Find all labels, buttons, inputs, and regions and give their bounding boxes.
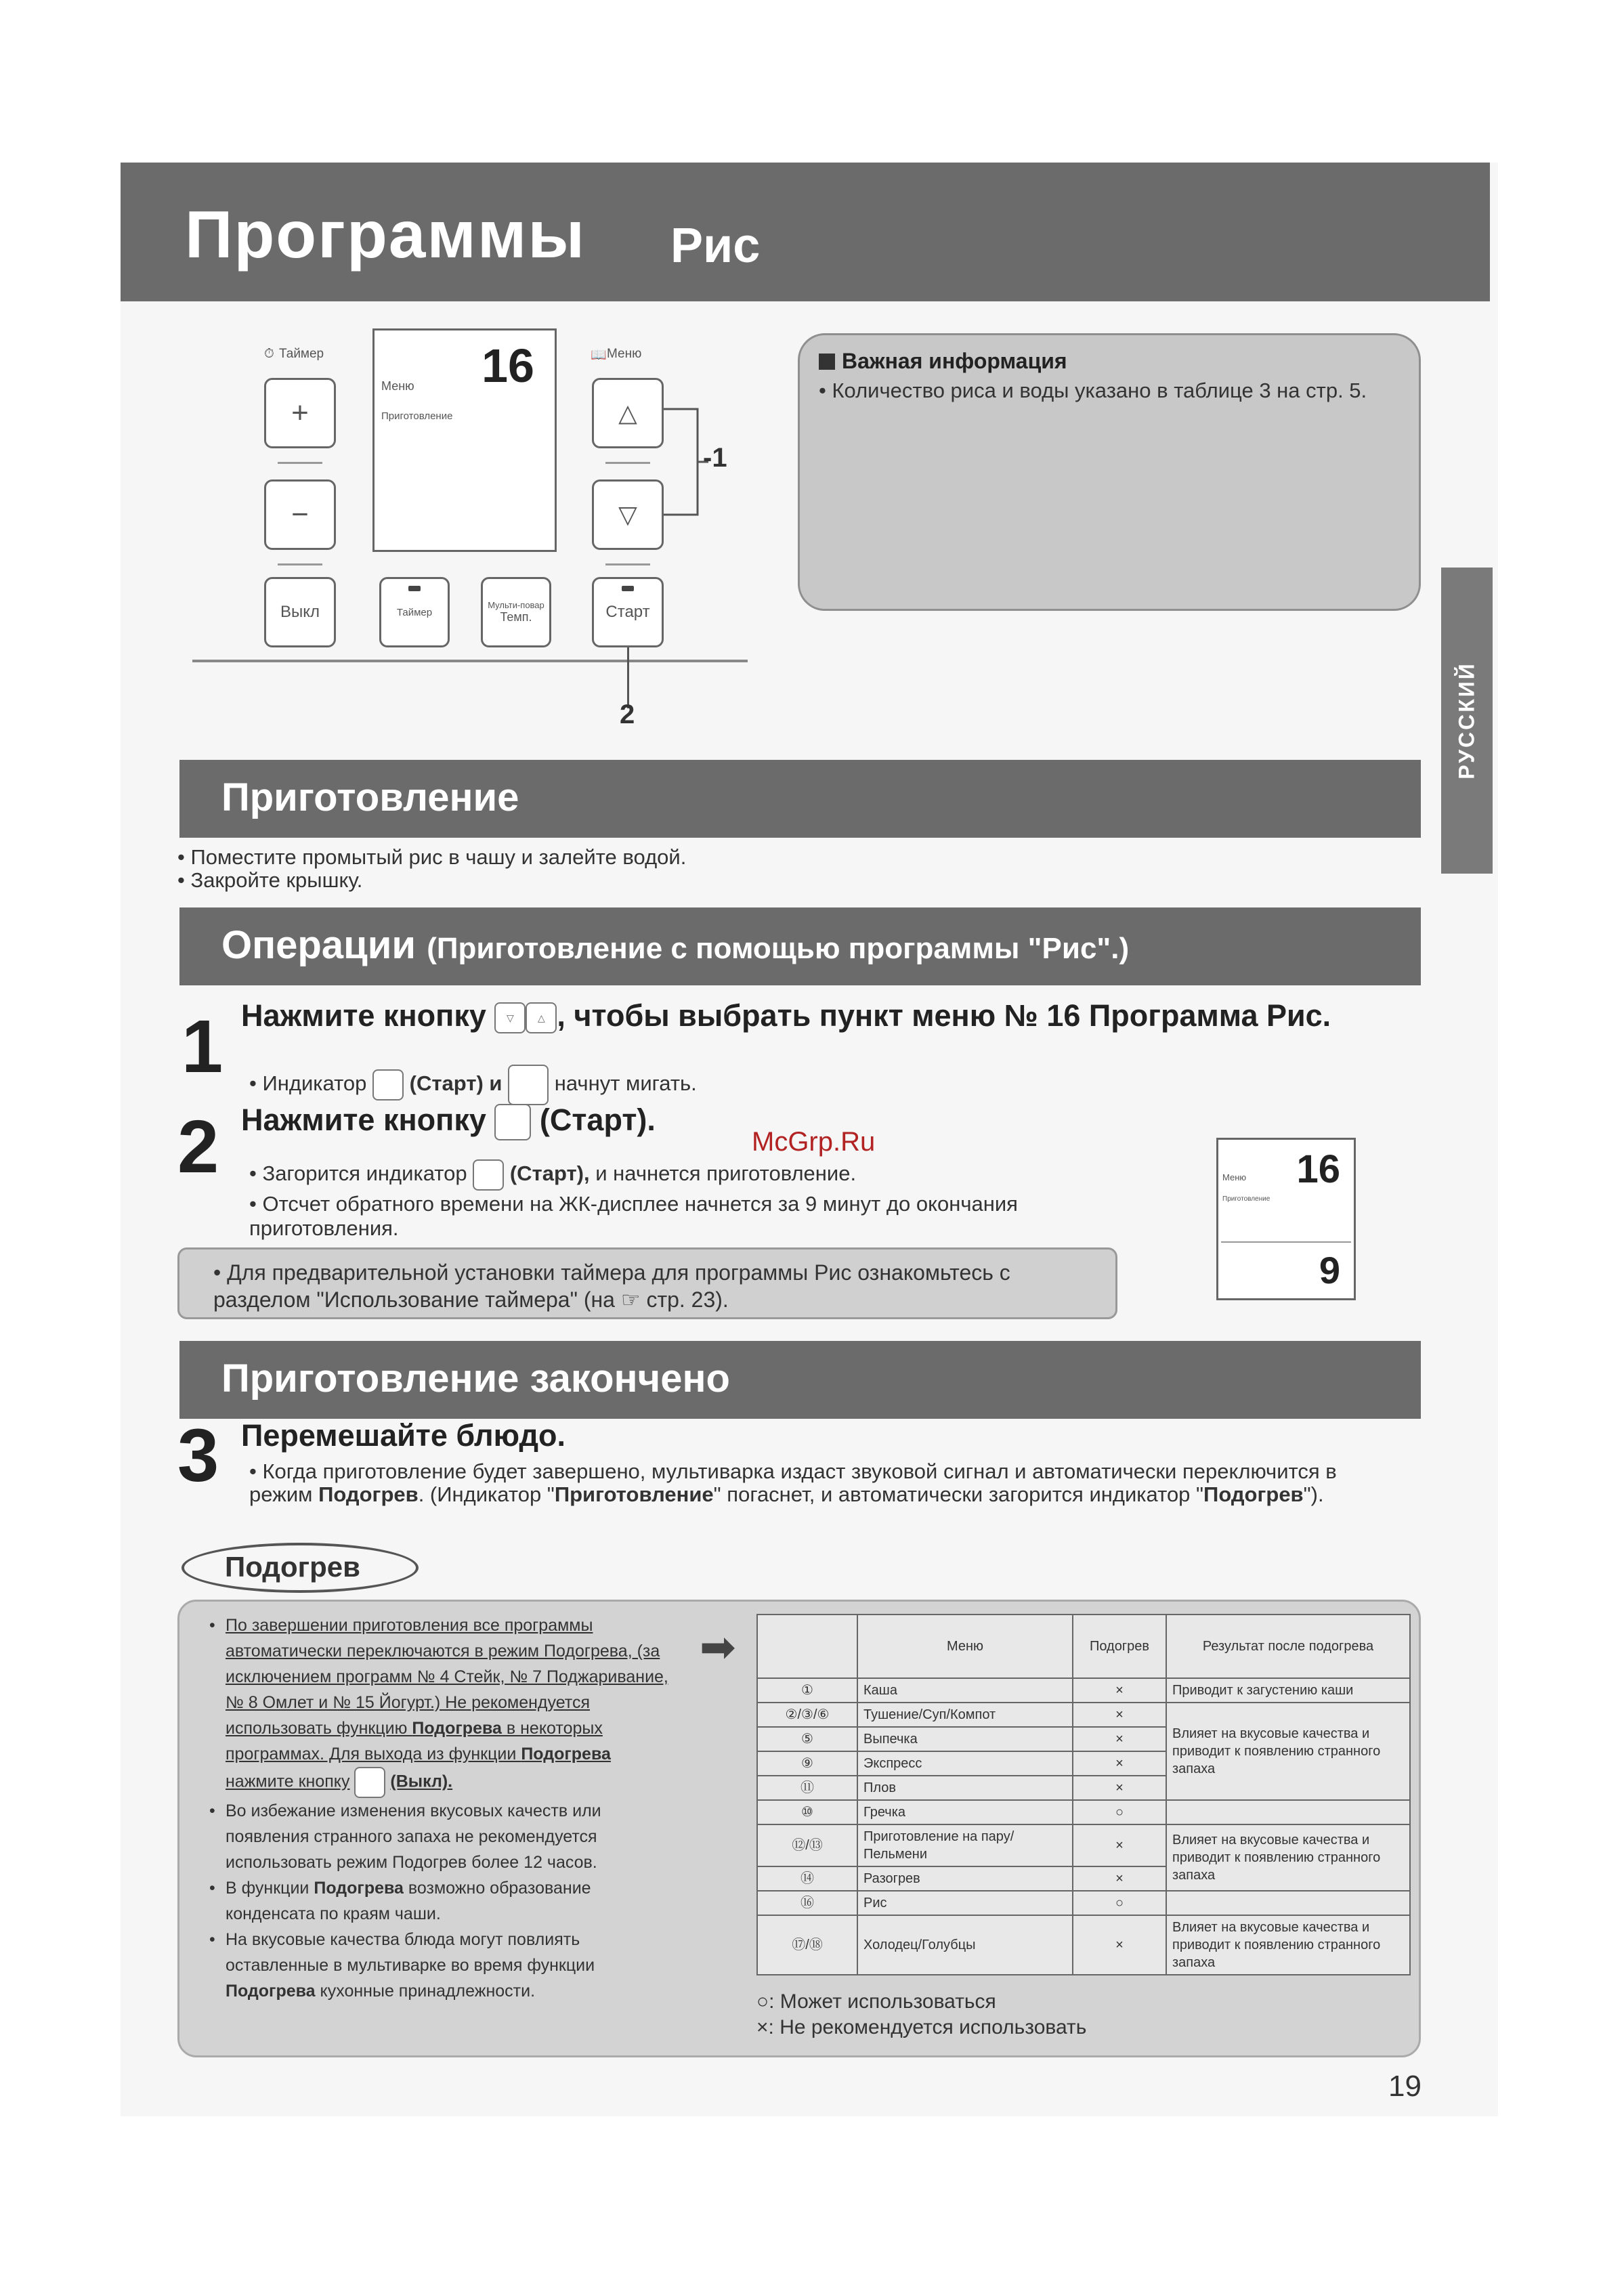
prep-bullet-2: • Закройте крышку. (177, 868, 363, 892)
lcd-menu-number: 16 (482, 339, 534, 392)
menu-icon: 📖 (591, 348, 607, 362)
row-num: ⑫/⑬ (757, 1824, 857, 1866)
step-1-bullet (249, 1065, 697, 1105)
ops-title-text: Операции (221, 923, 416, 967)
section-done-title: Приготовление закончено (221, 1356, 730, 1401)
separator (278, 462, 322, 464)
page-number: 19 (1388, 2070, 1422, 2103)
lcd2-menu-label: Меню (1222, 1172, 1247, 1182)
lcd2-menu-number: 16 (1296, 1147, 1340, 1191)
table-row (757, 1678, 1410, 1703)
up-arrow-icon: △ (526, 1002, 557, 1033)
start-indicator-icon (372, 1069, 404, 1100)
step-2-bullet-1-a: • Загорится индикатор (249, 1161, 467, 1186)
lcd-display (372, 328, 557, 552)
step-3-text-b: . (Индикатор " (418, 1482, 555, 1506)
lcd2-countdown: 9 (1319, 1249, 1340, 1291)
step-2-bullet-1 (249, 1159, 856, 1191)
right-arrow-icon: ➡ (700, 1623, 736, 1671)
row-menu: Каша (857, 1678, 1073, 1703)
important-info-title (819, 349, 1067, 374)
separator (605, 462, 650, 464)
off-button-icon (354, 1767, 385, 1798)
step-2-number: 2 (177, 1105, 219, 1189)
row-warm: × (1073, 1751, 1166, 1776)
temp-label: Темп. (500, 610, 532, 624)
step-3-heading: Перемешайте блюдо. (241, 1418, 566, 1453)
lcd-menu-label: Меню (381, 379, 414, 393)
control-panel-diagram (183, 325, 765, 745)
lcd2-divider (1221, 1241, 1351, 1243)
legend-no: ×: Не рекомендуется использовать (756, 2016, 1087, 2038)
section-preparation (179, 760, 1421, 838)
step-2-bullet-1-c: и начнется приготовление. (595, 1161, 857, 1186)
row-num: ⑤ (757, 1727, 857, 1751)
row-menu: Холодец/Голубцы (857, 1915, 1073, 1975)
timer-button-label: Таймер (396, 606, 433, 618)
start-button-icon (494, 1104, 531, 1140)
table-row (757, 1703, 1410, 1727)
book-reference-icon: ☞ (620, 1287, 641, 1312)
start-indicator-icon (473, 1159, 504, 1191)
step-3-number: 3 (177, 1414, 219, 1497)
separator (605, 563, 650, 565)
warm-b4-b: кухонные принадлежности. (315, 1982, 536, 2001)
warm-info-box (177, 1600, 1421, 2057)
timer-label: Таймер (279, 347, 324, 361)
display-indicator-icon (508, 1065, 549, 1105)
step-3-bold-3: Подогрев (1203, 1482, 1304, 1506)
warm-label-oval (181, 1543, 419, 1593)
warm-compat-table (756, 1614, 1411, 1975)
ops-subtitle: (Приготовление с помощью программы "Рис".) (427, 932, 1130, 965)
step-3-bold-1: Подогрев (318, 1482, 419, 1506)
warm-label: Подогрев (225, 1551, 360, 1583)
table-row (757, 1800, 1410, 1824)
step-1-heading (241, 998, 1331, 1033)
row-num: ⑰/⑱ (757, 1915, 857, 1975)
table-header: Меню (857, 1615, 1073, 1678)
row-num: ⑭ (757, 1866, 857, 1891)
off-button: Выкл (264, 577, 336, 647)
row-menu: Плов (857, 1776, 1073, 1800)
row-num: ②/③/⑥ (757, 1703, 857, 1727)
warm-b3-bold: Подогрева (314, 1879, 404, 1898)
warm-b1-a: По завершении приготовления все программы автоматически переключаются в режим Подогрева, (за исключением программ № 4 Стейк, № 7 Поджаривание, № 8 Омлет и № 15 Йогурт.) Не рекомендуется использовать функцию (226, 1616, 668, 1738)
warm-b3-a: В функции (226, 1879, 314, 1898)
down-button: ▽ (592, 479, 664, 550)
section-operations-title (221, 922, 1129, 968)
step-2-heading (241, 1103, 656, 1140)
step-1-heading-b: , чтобы выбрать пункт меню № 16 Программа Рис. (557, 998, 1331, 1033)
step-1-number: 1 (181, 1005, 223, 1088)
warm-bullet-4 (209, 1927, 670, 2004)
row-result: Приводит к загустению каши (1166, 1678, 1410, 1703)
important-info-text: • Количество риса и воды указано в таблице 3 на стр. 5. (819, 379, 1367, 402)
warm-b1-bold: Подогрева (412, 1719, 502, 1738)
step-1-heading-a: Нажмите кнопку (241, 998, 486, 1033)
row-num: ⑨ (757, 1751, 857, 1776)
separator (278, 563, 322, 565)
multi-cook-button (481, 577, 551, 647)
row-result: Влияет на вкусовые качества и приводит к появлению странного запаха (1166, 1824, 1410, 1891)
step-1-bullet-b: (Старт) и (409, 1071, 503, 1096)
step-3-text-d: "). (1303, 1482, 1324, 1506)
row-result: Влияет на вкусовые качества и приводит к появлению странного запаха (1166, 1915, 1410, 1975)
warm-b1-d: (Выкл). (390, 1772, 453, 1791)
page-title: Программы (185, 197, 586, 272)
step-2-bullet-1-b: (Старт), (509, 1161, 590, 1186)
section-operations (179, 907, 1421, 985)
step-2-heading-b: (Старт). (539, 1103, 656, 1137)
language-tab-label: РУССКИЙ (1454, 662, 1479, 779)
table-row (757, 1915, 1410, 1975)
row-result-empty (1166, 1891, 1410, 1915)
step-2-bullet-2: • Отсчет обратного времени на ЖК-дисплее начнется за 9 минут до окончания приготовления. (249, 1192, 1018, 1240)
row-menu: Рис (857, 1891, 1073, 1915)
plus-button: + (264, 378, 336, 448)
table-header-row (757, 1615, 1410, 1678)
timer-note-a: • Для предварительной установки таймера для программы Рис ознакомьтесь с разделом "Использование таймера" (на (213, 1260, 1010, 1312)
menu-label: Меню (607, 347, 642, 361)
row-menu: Тушение/Суп/Компот (857, 1703, 1073, 1727)
row-warm: × (1073, 1727, 1166, 1751)
step-3-bold-2: Приготовление (554, 1482, 714, 1506)
lcd-countdown-display (1216, 1138, 1356, 1300)
warm-b4-a: На вкусовые качества блюда могут повлиять оставленные в мультиварке во время функции (226, 1930, 595, 1975)
timer-icon: ⏱ (264, 347, 274, 361)
important-info-box (798, 333, 1421, 611)
row-menu: Разогрев (857, 1866, 1073, 1891)
row-warm: × (1073, 1678, 1166, 1703)
table-row (757, 1891, 1410, 1915)
timer-note-box (177, 1247, 1117, 1319)
row-menu: Приготовление на пару/ Пельмени (857, 1824, 1073, 1866)
prep-bullet-1: • Поместите промытый рис в чашу и залейте водой. (177, 845, 687, 869)
table-row (757, 1824, 1410, 1866)
row-warm: × (1073, 1703, 1166, 1727)
table-header (757, 1615, 857, 1678)
step-3-text (249, 1460, 1401, 1506)
panel-baseline (192, 660, 748, 662)
start-button (592, 577, 664, 647)
callout-2: 2 (620, 700, 635, 729)
row-warm: × (1073, 1915, 1166, 1975)
page-subtitle: Рис (670, 219, 761, 273)
step-3-text-a: • Когда приготовление будет завершено, мультиварка издаст звуковой сигнал и автоматически переключится в режим (249, 1459, 1337, 1506)
warm-bullet-2: • Во избежание изменения вкусовых качеств или появления странного запаха не рекомендуется использовать режим Подогрев более 12 часов. (209, 1798, 670, 1875)
step-1-bullet-c: начнут мигать. (554, 1071, 697, 1096)
table-header: Подогрев (1073, 1615, 1166, 1678)
warm-b1-bold2: Подогрева (521, 1745, 611, 1764)
timer-note-b: стр. 23). (646, 1287, 729, 1312)
important-info-title-text: Важная информация (842, 349, 1067, 373)
multi-cook-label: Мульти-повар (488, 600, 544, 610)
row-num: ① (757, 1678, 857, 1703)
square-bullet-icon (819, 354, 835, 370)
row-result-empty (1166, 1800, 1410, 1824)
warm-b3-b: возможно образование конденсата по краям чаши. (226, 1879, 591, 1923)
warm-bullet-1 (209, 1612, 670, 1798)
table-header: Результат после подогрева (1166, 1615, 1410, 1678)
row-warm: ○ (1073, 1800, 1166, 1824)
callout-1: -1 (703, 443, 727, 473)
start-button-label: Старт (605, 603, 650, 621)
lcd2-cooking-label: Приготовление (1222, 1195, 1270, 1203)
minus-button: − (264, 479, 336, 550)
section-done (179, 1341, 1421, 1419)
row-result: Влияет на вкусовые качества и приводит к появлению странного запаха (1166, 1703, 1410, 1800)
row-warm: × (1073, 1866, 1166, 1891)
warm-bullet-3 (209, 1875, 670, 1927)
legend-ok: ○: Может использоваться (756, 1990, 996, 2013)
row-menu: Гречка (857, 1800, 1073, 1824)
row-warm: ○ (1073, 1891, 1166, 1915)
timer-note-text (213, 1259, 1107, 1313)
row-menu: Выпечка (857, 1727, 1073, 1751)
row-menu: Экспресс (857, 1751, 1073, 1776)
warm-b1-c: нажмите кнопку (226, 1772, 350, 1791)
lcd-cooking-label: Приготовление (381, 410, 453, 422)
step-2-heading-a: Нажмите кнопку (241, 1103, 486, 1137)
down-arrow-icon: ▽ (494, 1002, 526, 1033)
step-1-bullet-a: • Индикатор (249, 1071, 367, 1096)
row-num: ⑩ (757, 1800, 857, 1824)
row-num: ⑯ (757, 1891, 857, 1915)
section-preparation-title: Приготовление (221, 775, 519, 819)
up-button: △ (592, 378, 664, 448)
step-3-text-c: " погаснет, и автоматически загорится индикатор " (713, 1482, 1204, 1506)
watermark: McGrp.Ru (752, 1127, 876, 1157)
timer-button (379, 577, 450, 647)
warm-bullets (209, 1612, 670, 2004)
row-warm: × (1073, 1824, 1166, 1866)
title-banner (121, 163, 1490, 301)
language-tab (1441, 568, 1493, 874)
warm-b4-bold: Подогрева (226, 1982, 316, 2001)
row-num: ⑪ (757, 1776, 857, 1800)
row-warm: × (1073, 1776, 1166, 1800)
warm-b1-b: в некоторых программах. Для выхода из функции (226, 1719, 603, 1764)
